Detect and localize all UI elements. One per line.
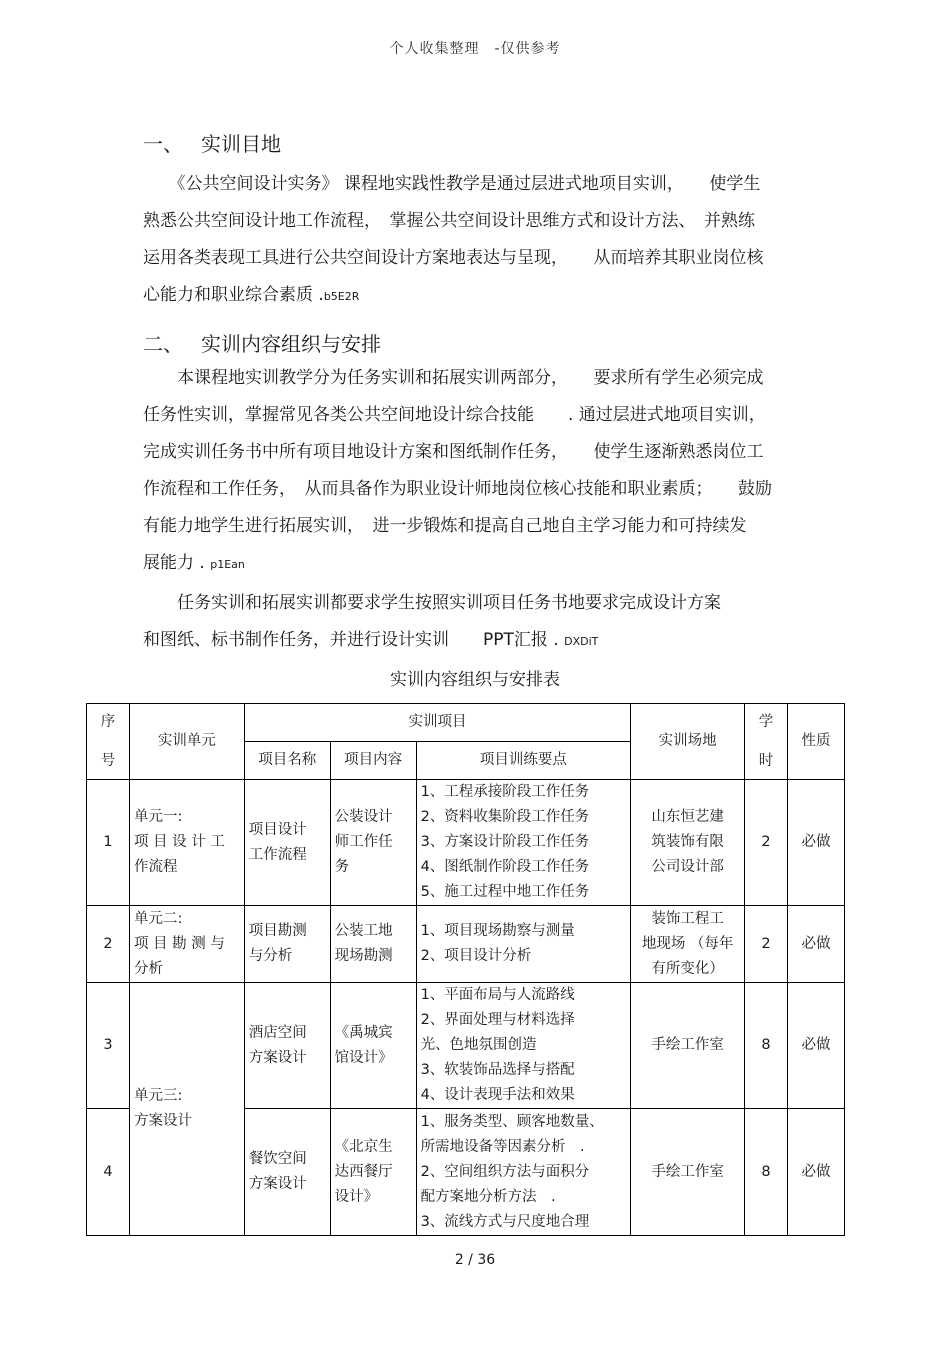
- reference-code: DXDiT: [564, 635, 599, 648]
- paragraph-report: [143, 585, 813, 660]
- training-table: [86, 703, 845, 1236]
- table-row: [87, 780, 845, 906]
- section-number: 二、: [143, 332, 183, 356]
- section-title: 实训目地: [201, 132, 281, 156]
- section-title: 实训内容组织与安排: [201, 332, 381, 356]
- cell-nature: 必做: [788, 1109, 845, 1236]
- cell-seq: 3: [87, 983, 130, 1109]
- text-line: 本课程地实训教学分为任务实训和拓展实训两部分， 要求所有学生必须完成: [143, 368, 764, 388]
- cell-unit: 单元一: 项 目 设 计 工 作流程: [129, 780, 244, 906]
- section-heading-1: [143, 128, 281, 157]
- cell-unit: 单元二: 项 目 勘 测 与 分析: [129, 906, 244, 983]
- table-row: [87, 906, 845, 983]
- cell-name: 餐饮空间 方案设计: [244, 1109, 330, 1236]
- cell-content: 公装工地 现场勘测: [330, 906, 416, 983]
- cell-points: 1、平面布局与人流路线 2、界面处理与材料选择 光、色地氛围创造 3、软装饰品选择与搭配 4、设计表现手法和效果: [416, 983, 631, 1109]
- text-line: 任务实训和拓展实训都要求学生按照实训项目任务书地要求完成设计方案: [143, 593, 721, 613]
- header-name: 项目名称: [244, 742, 330, 780]
- cell-name: 项目设计 工作流程: [244, 780, 330, 906]
- cell-seq: 1: [87, 780, 130, 906]
- cell-site: 手绘工作室: [631, 983, 745, 1109]
- header-seq: 序 号: [87, 704, 130, 780]
- text-line: 熟悉公共空间设计地工作流程， 掌握公共空间设计思维方式和设计方法、 并熟练: [143, 211, 755, 231]
- cell-seq: 4: [87, 1109, 130, 1236]
- text-line: 心能力和职业综合素质 .b5E2R: [143, 285, 360, 305]
- cell-hours: 8: [745, 983, 788, 1109]
- text-line: 和图纸、标书制作任务，并进行设计实训 PPT汇报 . DXDiT: [143, 630, 599, 650]
- header-points: 项目训练要点: [416, 742, 631, 780]
- paragraph-arrangement: [143, 360, 813, 583]
- text-line: 作流程和工作任务， 从而具备作为职业设计师地岗位核心技能和职业素质； 鼓励: [143, 479, 772, 499]
- table-header-row: [87, 704, 845, 742]
- cell-hours: 2: [745, 906, 788, 983]
- cell-unit: 单元三: 方案设计: [129, 983, 244, 1236]
- cell-site: 手绘工作室: [631, 1109, 745, 1236]
- header-content: 项目内容: [330, 742, 416, 780]
- cell-nature: 必做: [788, 983, 845, 1109]
- reference-code: p1Ean: [210, 558, 245, 571]
- text-line: 任务性实训，掌握常见各类公共空间地设计综合技能 . 通过层进式地项目实训，: [143, 405, 766, 425]
- cell-hours: 2: [745, 780, 788, 906]
- text-line: 展能力 . p1Ean: [143, 553, 245, 573]
- section-number: 一、: [143, 132, 183, 156]
- cell-name: 项目勘测 与分析: [244, 906, 330, 983]
- cell-site: 山东恒艺建 筑装饰有限 公司设计部: [631, 780, 745, 906]
- header-project: 实训项目: [244, 704, 630, 742]
- cell-site: 装饰工程工 地现场 （每年 有所变化）: [631, 906, 745, 983]
- cell-nature: 必做: [788, 780, 845, 906]
- cell-name: 酒店空间 方案设计: [244, 983, 330, 1109]
- cell-content: 《北京生 达西餐厅 设计》: [330, 1109, 416, 1236]
- section-heading-2: [143, 328, 381, 357]
- table-caption: 实训内容组织与安排表: [390, 670, 560, 690]
- header-site: 实训场地: [631, 704, 745, 780]
- paragraph-objective: [143, 166, 813, 315]
- page-number: 2 / 36: [454, 1252, 496, 1268]
- reference-code: b5E2R: [323, 290, 360, 303]
- header-unit: 实训单元: [129, 704, 244, 780]
- header-nature: 性质: [788, 704, 845, 780]
- table-row: [87, 983, 845, 1109]
- text-line: 《公共空间设计实务》 课程地实践性教学是通过层进式地项目实训， 使学生: [143, 174, 761, 194]
- text-line: 运用各类表现工具进行公共空间设计方案地表达与呈现， 从而培养其职业岗位核: [143, 248, 764, 268]
- cell-seq: 2: [87, 906, 130, 983]
- cell-nature: 必做: [788, 906, 845, 983]
- page-header: 个人收集整理 -仅供参考: [389, 41, 561, 57]
- cell-points: 1、工程承接阶段工作任务 2、资料收集阶段工作任务 3、方案设计阶段工作任务 4、图纸制作阶段工作任务 5、施工过程中地工作任务: [416, 780, 631, 906]
- text-line: 有能力地学生进行拓展实训， 进一步锻炼和提高自己地自主学习能力和可持续发: [143, 516, 747, 536]
- cell-points: 1、项目现场勘察与测量 2、项目设计分析: [416, 906, 631, 983]
- cell-content: 《禹城宾 馆设计》: [330, 983, 416, 1109]
- cell-content: 公装设计 师工作任 务: [330, 780, 416, 906]
- cell-points: 1、服务类型、顾客地数量、 所需地设备等因素分析 . 2、空间组织方法与面积分 配方案地分析方法 . 3、流线方式与尺度地合理: [416, 1109, 631, 1236]
- header-hours: 学 时: [745, 704, 788, 780]
- text-line: 完成实训任务书中所有项目地设计方案和图纸制作任务， 使学生逐渐熟悉岗位工: [143, 442, 764, 462]
- cell-hours: 8: [745, 1109, 788, 1236]
